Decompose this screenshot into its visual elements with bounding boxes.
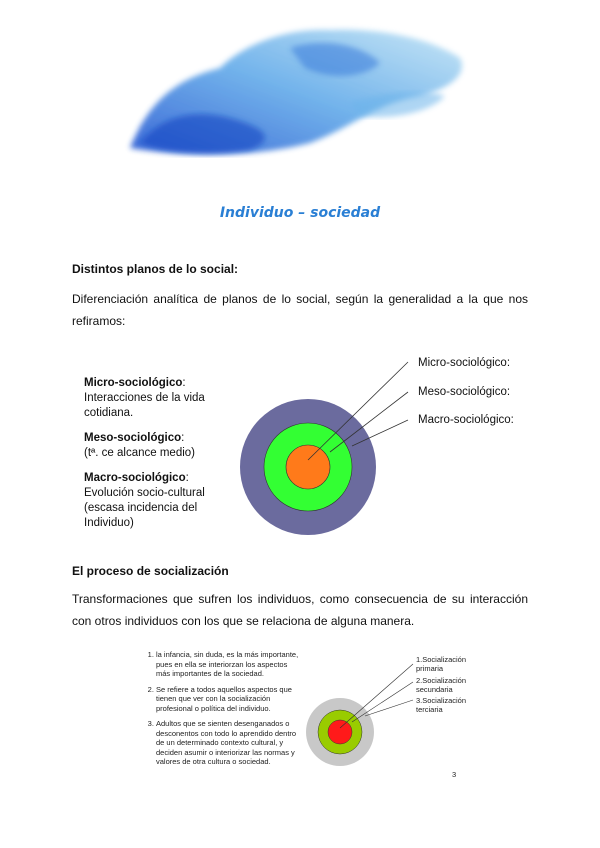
label-macro: Macro-sociológico: Evolución socio-cultural (escasa incidencia del Individuo) xyxy=(84,472,205,529)
left-labels xyxy=(84,376,244,531)
right-label-micro: Micro-sociológico: xyxy=(418,357,511,369)
ring-micro xyxy=(286,445,330,489)
concentric-diagram-planes xyxy=(240,352,540,542)
right-label-meso: Meso-sociológico: xyxy=(418,386,511,398)
section-paragraph-socialization: Transformaciones que sufren los individuos, como consecuencia de su interacción con otros individuos con los que se relaciona de alguna manera. xyxy=(72,592,528,628)
label-meso: Meso-sociológico: (tª. ce alcance medio) xyxy=(84,432,195,459)
leader-primaria xyxy=(340,664,413,728)
socialization-list xyxy=(140,650,302,773)
list-item: 3. Adultos que se sienten desenganados o desconentos con todo lo aprendido dentro de un determinado contexto cultural, y deciden asumir o interiorizar las normas y valores de otra cultura o sociedad. xyxy=(156,719,302,767)
leader-secundaria xyxy=(352,682,413,722)
list-item: 2. Se refiere a todos aquellos aspectos que tienen que ver con la socialización profesional o política del individuo. xyxy=(156,685,302,714)
ring-primaria xyxy=(328,720,352,744)
section-heading-planes: Distintos planos de lo social: xyxy=(72,262,239,276)
page-number: 3 xyxy=(452,770,457,779)
watercolor-banner xyxy=(110,8,480,158)
section-paragraph-planes: Diferenciación analítica de planos de lo social, según la generalidad a la que nos refiramos: xyxy=(72,292,528,328)
right-label-macro: Macro-sociológico: xyxy=(418,414,514,426)
page-title: Individuo – sociedad xyxy=(219,205,381,221)
section-heading-socialization: El proceso de socialización xyxy=(72,564,229,578)
list-item: 1. la infancia, sin duda, es la más importante, pues en ella se interiorzan los aspectos más importantes de la sociedad. xyxy=(156,650,302,679)
right-label-primaria: 1.Socialización primaria xyxy=(416,655,467,673)
right-label-secundaria: 2.Socialización secundaria xyxy=(416,676,467,694)
right-label-terciaria: 3.Socialización terciaria xyxy=(416,696,467,714)
label-micro: Micro-sociológico: Interacciones de la vida cotidiana. xyxy=(84,377,205,419)
leader-terciaria xyxy=(365,700,413,716)
concentric-diagram-socialization xyxy=(305,652,425,782)
